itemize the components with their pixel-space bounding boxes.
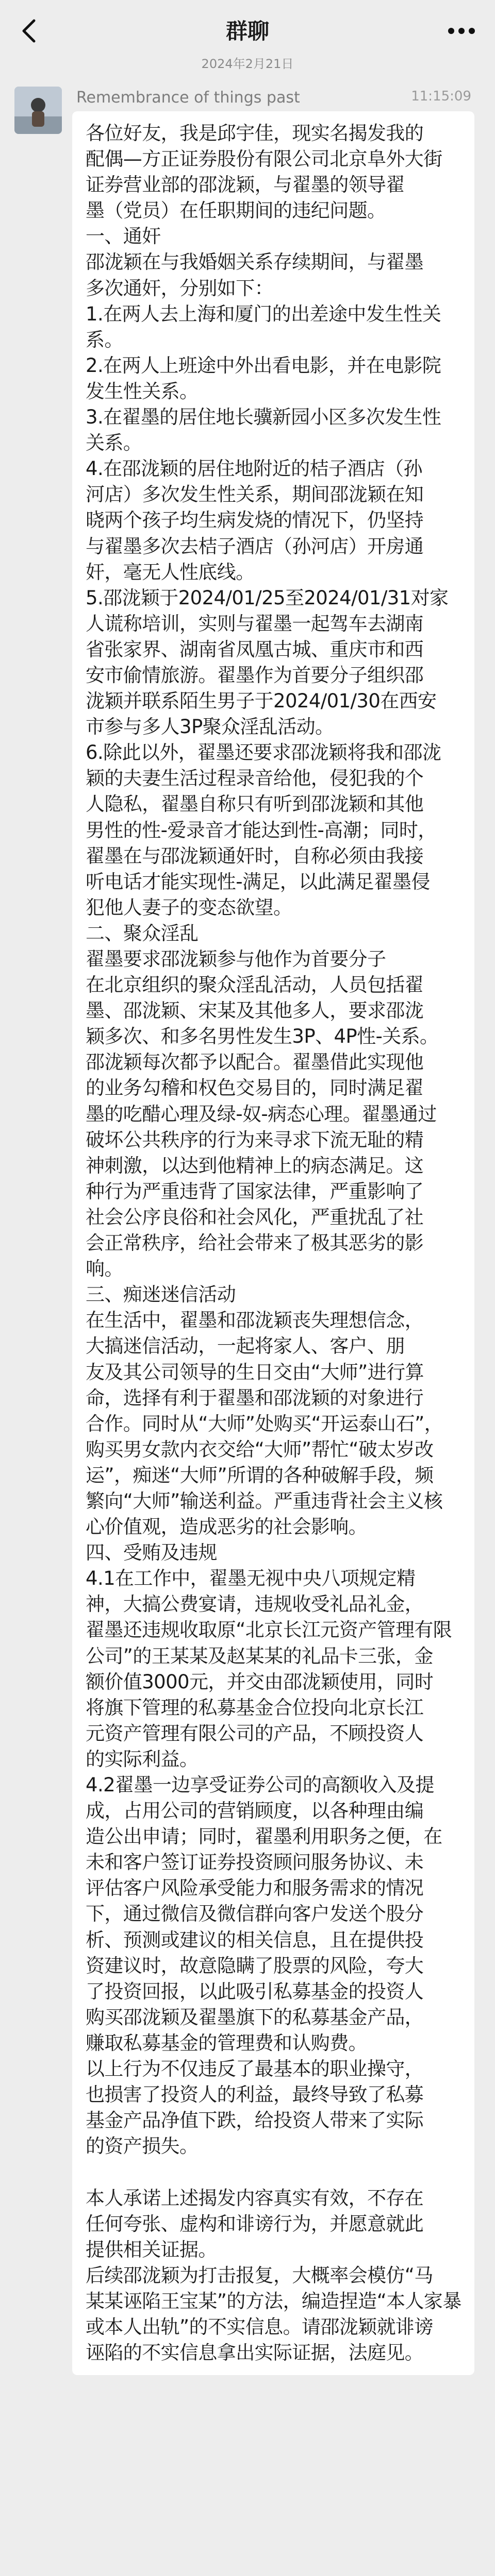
message-line: 繁向“大师”输送利益。严重违背社会主义核	[86, 1489, 443, 1512]
chat-title: 群聊	[225, 19, 269, 44]
message-line: 友及其公司领导的生日交由“大师”进行算	[86, 1361, 424, 1383]
message-line: 二、聚众淫乱	[86, 922, 199, 944]
message-line: 一、通奸	[86, 225, 161, 248]
message-line: 四、受贿及违规	[86, 1541, 217, 1564]
message-line: 神刺激，以达到他精神上的病态满足。这	[86, 1154, 424, 1177]
message-line: 2.在两人上班途中外出看电影，并在电影院	[86, 354, 441, 377]
sender-name: Remembrance of things past	[76, 89, 300, 107]
message-line: 析、预测或建议的相关信息，且在提供投	[86, 1928, 424, 1951]
message-line: 与翟墨多次去桔子酒店（孙河店）开房通	[86, 535, 424, 557]
message-line: 公司”的王某某及赵某某的礼品卡三张，金	[86, 1645, 433, 1667]
message-line: 也损害了投资人的利益，最终导致了私募	[86, 2083, 424, 2106]
message-line: 额价值3000元，并交由邵泷颖使用，同时	[86, 1670, 434, 1693]
message-line: 墨（党员）在任职期间的违纪问题。	[86, 199, 386, 222]
message-line: 的实际利益。	[86, 1748, 199, 1770]
message-line: 运”，痴迷“大师”所谓的各种破解手段，频	[86, 1464, 434, 1486]
message-line: 颖多次、和多名男性发生3P、4P性-关系。	[86, 1025, 439, 1048]
message-line: 4.2翟墨一边享受证券公司的高额收入及提	[86, 1774, 434, 1796]
message-line: 4.1在工作中，翟墨无视中央八项规定精	[86, 1567, 416, 1590]
chat-header	[0, 0, 495, 71]
message-line: 1.在两人去上海和厦门的出差途中发生性关	[86, 302, 441, 325]
message-line: 元资产管理有限公司的产品，不顾投资人	[86, 1722, 424, 1744]
message-time: 11:15:09	[411, 89, 471, 104]
more-icon	[443, 15, 480, 46]
message-line: 后续邵泷颖为打击报复，大概率会模仿“马	[86, 2264, 433, 2286]
message-line: 邵泷颖每次都予以配合。翟墨借此实现他	[86, 1051, 424, 1074]
message-line: 资建议时，故意隐瞒了股票的风险，夸大	[86, 1954, 424, 1977]
message-line: 基金产品净值下跌，给投资人带来了实际	[86, 2109, 424, 2132]
message-line: 命，选择有利于翟墨和邵泷颖的对象进行	[86, 1386, 424, 1409]
message-line: 听电话才能实现性-满足，以此满足翟墨侵	[86, 870, 430, 893]
message-line: 造公出申请；同时，翟墨利用职务之便，在	[86, 1825, 442, 1848]
message-line: 购买邵泷颖及翟墨旗下的私募基金产品，	[86, 2006, 424, 2028]
message-line: 各位好友，我是邱宇佳，现实名揭发我的	[86, 122, 424, 144]
date-divider: 2024年2月21日	[201, 57, 294, 71]
message-line: 人隐私，翟墨自称只有听到邵泷颖和其他	[86, 793, 424, 816]
message-line: 4.在邵泷颖的居住地附近的桔子酒店（孙	[86, 457, 422, 480]
message-line: 在生活中，翟墨和邵泷颖丧失理想信念，	[86, 1309, 424, 1332]
more-button[interactable]	[443, 15, 480, 46]
message-line: 或本人出轨”的不实信息。请邵泷颖就诽谤	[86, 2315, 433, 2338]
message-line: 种行为严重违背了国家法律，严重影响了	[86, 1180, 424, 1202]
message-line: 关系。	[86, 432, 142, 454]
message-line: 翟墨还违规收取原“北京长江元资产管理有限	[86, 1619, 452, 1641]
message-line: 男性的性-爱录音才能达到性-高潮；同时，	[86, 819, 437, 841]
message-line: 邵泷颖在与我婚姻关系存续期间，与翟墨	[86, 251, 424, 274]
message-line: 市参与多人3P聚众淫乱活动。	[86, 716, 334, 738]
message-bubble[interactable]	[72, 111, 474, 2375]
message-line: 河店）多次发生性关系，期间邵泷颖在知	[86, 483, 424, 506]
message-line: 三、痴迷迷信活动	[86, 1283, 236, 1306]
message-line: 翟墨要求邵泷颖参与他作为首要分子	[86, 948, 386, 970]
message-line: 的业务勾稽和权色交易目的，同时满足翟	[86, 1077, 424, 1099]
message-line: 神，大搞公费宴请，违规收受礼品礼金，	[86, 1593, 424, 1616]
message-line: 下，通过微信及微信群向客户发送个股分	[86, 1903, 424, 1925]
message-line: 5.邵泷颖于2024/01/25至2024/01/31对家	[86, 586, 449, 609]
message-line: 的资产损失。	[86, 2135, 199, 2158]
message-line: 任何夸张、虚构和诽谤行为，并愿意就此	[86, 2212, 424, 2235]
message-line: 提供相关证据。	[86, 2238, 217, 2261]
message-line: 社会公序良俗和社会风化，严重扰乱了社	[86, 1206, 424, 1228]
message-line: 泷颖并联系陌生男子于2024/01/30在西安	[86, 690, 437, 713]
message-line: 响。	[86, 1258, 123, 1280]
message-line: 安市偷情旅游。翟墨作为首要分子组织邵	[86, 664, 424, 686]
message-line	[86, 2159, 462, 2185]
message-line: 评估客户风险承受能力和服务需求的情况	[86, 1877, 424, 1900]
message-line: 犯他人妻子的变态欲望。	[86, 896, 292, 919]
message-line: 以上行为不仅违反了最基本的职业操守，	[86, 2058, 424, 2080]
message-line: 省张家界、湖南省凤凰古城、重庆市和西	[86, 638, 424, 660]
message-line: 本人承诺上述揭发内容真实有效，不存在	[86, 2187, 424, 2209]
message-line: 会正常秩序，给社会带来了极其恶劣的影	[86, 1232, 424, 1255]
message-line: 系。	[86, 328, 123, 351]
message-line: 某某诬陷王宝某”的方法，编造捏造“本人家暴	[86, 2290, 461, 2312]
message-line: 在北京组织的聚众淫乱活动，人员包括翟	[86, 974, 424, 996]
message-line: 未和客户签订证券投资顾问服务协议、未	[86, 1851, 424, 1874]
message-line: 破坏公共秩序的行为来寻求下流无耻的精	[86, 1128, 424, 1151]
message-line: 合作。同时从“大师”处购买“开运泰山石”，	[86, 1412, 443, 1435]
message-line: 人谎称培训，实则与翟墨一起驾车去湖南	[86, 612, 424, 635]
message-line: 证券营业部的邵泷颖，与翟墨的领导翟	[86, 174, 405, 196]
message-line: 配偶—方正证券股份有限公司北京阜外大街	[86, 148, 442, 171]
message-line: 赚取私募基金的管理费和认购费。	[86, 2031, 367, 2054]
message-line: 诬陷的不实信息拿出实际证据，法庭见。	[86, 2342, 424, 2364]
message-line: 6.除此以外，翟墨还要求邵泷颖将我和邵泷	[86, 741, 441, 764]
message-line: 心价值观，造成恶劣的社会影响。	[86, 1516, 367, 1538]
message-line: 晓两个孩子均生病发烧的情况下，仍坚持	[86, 509, 424, 532]
message-line: 大搞迷信活动，一起将家人、客户、朋	[86, 1335, 405, 1358]
message-line: 墨的吃醋心理及绿-奴-病态心理。翟墨通过	[86, 1103, 437, 1125]
message-line: 发生性关系。	[86, 380, 199, 402]
avatar-image	[14, 87, 62, 134]
message-line: 墨、邵泷颖、宋某及其他多人，要求邵泷	[86, 999, 424, 1022]
message-line: 3.在翟墨的居住地长骥新园小区多次发生性	[86, 406, 441, 429]
message-line: 多次通奸，分别如下：	[86, 277, 273, 299]
message-line: 奸，毫无人性底线。	[86, 561, 255, 583]
message-line: 翟墨在与邵泷颖通奸时，自称必须由我接	[86, 844, 424, 867]
message-1	[0, 87, 495, 2576]
message-line: 了投资回报，以此吸引私募基金的投资人	[86, 1980, 424, 2003]
avatar[interactable]	[14, 87, 62, 134]
message-line: 颖的夫妻生活过程录音给他，侵犯我的个	[86, 767, 424, 790]
message-line: 成，占用公司的营销顾度，以各种理由编	[86, 1800, 424, 1822]
message-line: 购买男女款内衣交给“大师”帮忙“破太岁改	[86, 1438, 434, 1461]
message-line: 将旗下管理的私募基金合位投向北京长江	[86, 1696, 424, 1719]
